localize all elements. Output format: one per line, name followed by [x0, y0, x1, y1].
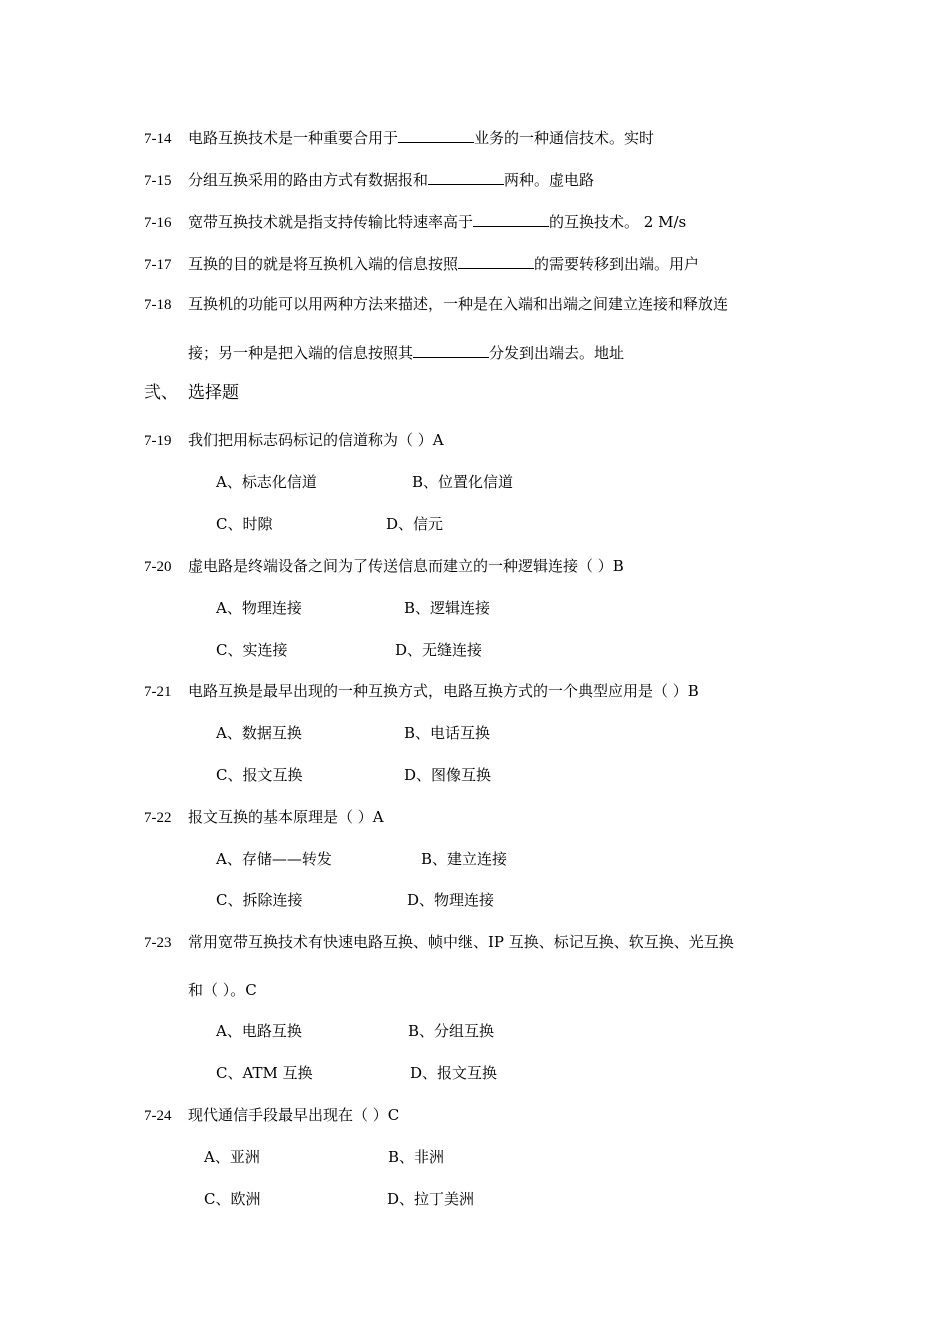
- option-c: C、时隙: [216, 515, 273, 533]
- question-text: 现代通信手段最早出现在（ ）C: [188, 1106, 400, 1124]
- question-text: 互换机的功能可以用两种方法来描述，一种是在入端和出端之间建立连接和释放连: [188, 295, 729, 313]
- question-7-18: [144, 294, 728, 315]
- answer-blank: [458, 253, 534, 269]
- question-text: 我们把用标志码标记的信道称为（ ）A: [188, 431, 444, 449]
- option-d: D、信元: [386, 515, 444, 533]
- question-7-17: [144, 253, 699, 275]
- question-text: 虚电路是终端设备之间为了传送信息而建立的一种逻辑连接（ ）B: [188, 557, 624, 575]
- option-d: D、无缝连接: [395, 641, 483, 659]
- option-b: B、非洲: [388, 1148, 445, 1166]
- question-7-14: [144, 127, 654, 149]
- question-7-23: [144, 932, 734, 953]
- option-a: A、标志化信道: [216, 473, 317, 491]
- question-7-16: [144, 211, 686, 233]
- section-title: [144, 383, 239, 403]
- question-text: 宽带互换技术就是指支持传输比特速率高于: [188, 213, 474, 231]
- question-7-18-continued: [188, 342, 624, 363]
- question-number: 7-14: [144, 131, 172, 147]
- question-text: 电路互换是最早出现的一种互换方式，电路互换方式的一个典型应用是（ ）B: [188, 682, 699, 700]
- question-number: 7-22: [144, 810, 172, 826]
- question-7-20: [144, 556, 624, 577]
- option-c: C、实连接: [216, 641, 288, 659]
- section-label: 选择题: [188, 383, 239, 403]
- option-a: A、电路互换: [216, 1022, 302, 1040]
- option-b: B、分组互换: [408, 1022, 495, 1040]
- option-d: D、报文互换: [410, 1064, 498, 1082]
- question-7-19: [144, 430, 444, 451]
- question-7-22: [144, 807, 384, 828]
- answer-blank: [398, 127, 474, 143]
- question-text: 互换的目的就是将互换机入端的信息按照: [188, 255, 459, 273]
- option-a: A、数据互换: [216, 724, 302, 742]
- question-number: 7-23: [144, 935, 172, 951]
- option-b: B、位置化信道: [412, 473, 514, 491]
- question-text: 常用宽带互换技术有快速电路互换、帧中继、IP 互换、标记互换、软互换、光互换: [188, 933, 734, 951]
- question-number: 7-24: [144, 1108, 172, 1124]
- question-answer-text: 的需要转移到出端。用户: [534, 255, 700, 273]
- option-b: B、逻辑连接: [404, 599, 491, 617]
- question-7-24: [144, 1105, 399, 1126]
- question-number: 7-18: [144, 297, 172, 313]
- question-number: 7-19: [144, 433, 172, 449]
- option-c: C、ATM 互换: [216, 1064, 313, 1082]
- question-7-21: [144, 681, 699, 702]
- question-text: 分组互换采用的路由方式有数据报和: [188, 171, 429, 189]
- answer-blank: [428, 169, 504, 185]
- option-d: D、拉丁美洲: [387, 1190, 475, 1208]
- option-d: D、物理连接: [407, 891, 495, 909]
- answer-blank: [413, 342, 489, 358]
- question-7-15: [144, 169, 594, 191]
- question-number: 7-20: [144, 559, 172, 575]
- question-answer-text: 分发到出端去。地址: [489, 344, 625, 362]
- question-answer-text: 两种。虚电路: [504, 171, 595, 189]
- option-c: C、拆除连接: [216, 891, 303, 909]
- question-number: 7-16: [144, 215, 172, 231]
- question-number: 7-17: [144, 257, 172, 273]
- option-c: C、报文互换: [216, 766, 303, 784]
- option-a: A、存储——转发: [216, 850, 332, 868]
- question-answer-text: 的互换技术。 2 M/s: [549, 213, 687, 231]
- question-number: 7-15: [144, 173, 172, 189]
- question-7-23-continued: 和（ ）。C: [188, 981, 257, 999]
- question-answer-text: 业务的一种通信技术。实时: [474, 129, 655, 147]
- question-text: 接；另一种是把入端的信息按照其: [188, 344, 414, 362]
- option-b: B、建立连接: [421, 850, 508, 868]
- question-text: 报文互换的基本原理是（ ）A: [188, 808, 384, 826]
- option-b: B、电话互换: [404, 724, 491, 742]
- option-a: A、物理连接: [216, 599, 302, 617]
- option-d: D、图像互换: [404, 766, 492, 784]
- section-number: 弐、: [144, 383, 178, 403]
- option-a: A、亚洲: [204, 1148, 260, 1166]
- option-c: C、欧洲: [204, 1190, 261, 1208]
- question-number: 7-21: [144, 684, 172, 700]
- question-text: 电路互换技术是一种重要合用于: [188, 129, 399, 147]
- answer-blank: [473, 211, 549, 227]
